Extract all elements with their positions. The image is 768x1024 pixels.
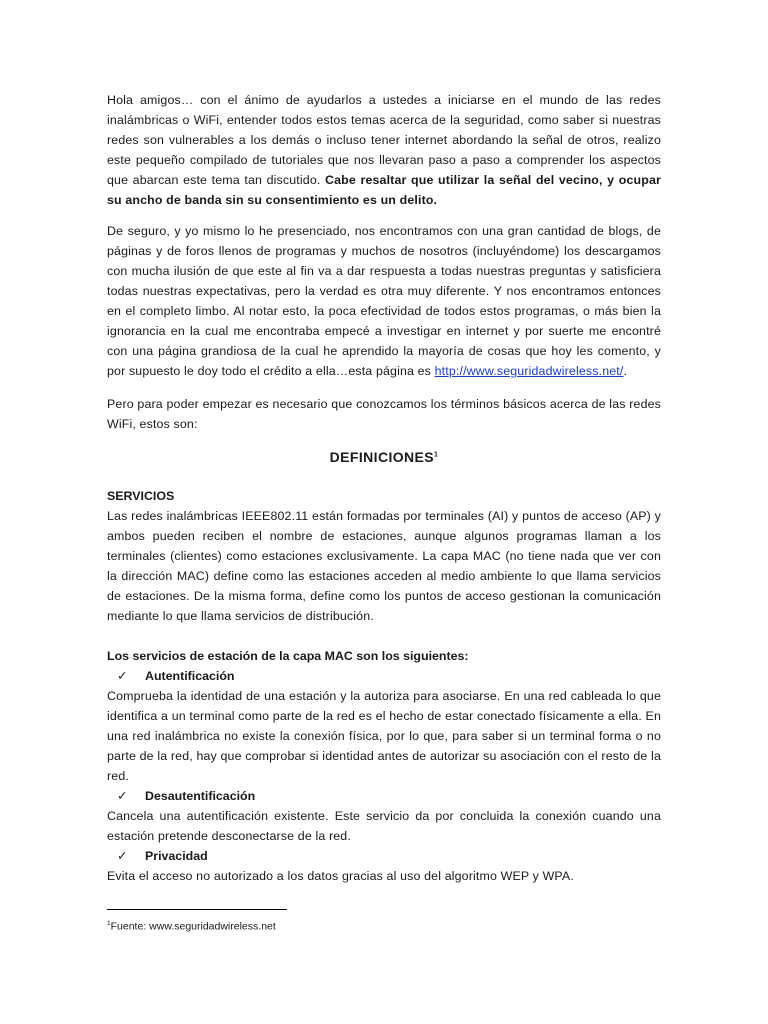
list-item-label: Autentificación [145, 669, 235, 683]
intro-bold-warning: Cabe resaltar que utilizar la señal del vecino, y ocupar su ancho de banda sin su consentimiento es un delito. [107, 173, 661, 207]
definitions-heading [0, 449, 768, 465]
intro-paragraph [107, 90, 661, 210]
services-title: SERVICIOS [107, 489, 175, 503]
list-item-heading [117, 846, 208, 866]
seguridadwireless-link[interactable]: http://www.seguridadwireless.net/ [434, 364, 624, 378]
footnote-text: Fuente: www.seguridadwireless.net [110, 920, 276, 933]
list-item-text: Comprueba la identidad de una estación y la autoriza para asociarse. En una red cableada lo que identifica a un terminal como parte de la red es el hecho de estar conectado físicamente a ella. En una red inalámbrica no existe la conexión física, por lo que, para saber si un terminal forma o no parte de la red, hay que comprobar si identidad antes de autorizar su asociación con el resto de la red. [107, 689, 661, 783]
footnote-reference[interactable]: 1 [434, 451, 439, 459]
second-paragraph [107, 221, 661, 381]
second-paragraph-end: . [623, 364, 628, 378]
station-services-title: Los servicios de estación de la capa MAC son los siguientes: [107, 649, 469, 663]
intro-text: Hola amigos… con el ánimo de ayudarlos a ustedes a iniciarse en el mundo de las redes inalámbricas o WiFi, entender todos estos temas acerca de la seguridad, como saber si nuestras redes son vulnerables a los demás o incluso tener internet abordando la señal de otros, realizo este pequeño compilado de tutoriales que nos llevaran paso a paso a comprender los aspectos que abarcan este tema tan discutido. [107, 93, 661, 187]
footnote-divider [107, 909, 287, 910]
list-item-text: Cancela una autentificación existente. Este servicio da por concluida la conexión cuando una estación pretende desconectarse de la red. [107, 809, 661, 843]
footnote-number: 1 [107, 920, 111, 927]
list-item-heading [117, 786, 255, 806]
second-paragraph-text: De seguro, y yo mismo lo he presenciado, nos encontramos con una gran cantidad de blogs, de páginas y de foros llenos de programas y muchos de nosotros (incluyéndome) los descargamos con mucha ilusión de que este al fin va a dar respuesta a todas nuestras preguntas y satisficiera todas nuestras expectativas, pero la verdad es otra muy diferente. Y nos encontramos entonces en el completo limbo. Al notar esto, la poca efectividad de todos estos programas, o más bien la ignorancia en la cual me encontraba empecé a investigar en internet y por suerte me encontré con una página grandiosa de la cual he aprendido la mayoría de cosas que hoy les comento, y por supuesto le doy todo el crédito a ella…esta página es [107, 224, 661, 378]
checkmark-icon: ✓ [117, 669, 128, 683]
definitions-heading-text: DEFINICIONES [329, 449, 435, 465]
list-item-label: Privacidad [145, 849, 208, 863]
checkmark-icon: ✓ [117, 789, 128, 803]
footnote [107, 917, 276, 934]
list-item-text: Evita el acceso no autorizado a los datos gracias al uso del algoritmo WEP y WPA. [107, 869, 574, 883]
third-paragraph: Pero para poder empezar es necesario que conozcamos los términos básicos acerca de las redes WiFi, estos son: [107, 397, 661, 431]
list-item-label: Desautentificación [145, 789, 256, 803]
checkmark-icon: ✓ [117, 849, 128, 863]
list-item-heading [117, 666, 235, 686]
services-paragraph: Las redes inalámbricas IEEE802.11 están formadas por terminales (AI) y puntos de acceso (AP) y ambos pueden reciben el nombre de estaciones, aunque algunos programas llaman a los terminales (clientes) como estaciones exclusivamente. La capa MAC (no tiene nada que ver con la dirección MAC) define como las estaciones acceden al medio ambiente lo que llama servicios de estaciones. De la misma forma, define como los puntos de acceso gestionan la comunicación mediante lo que llama servicios de distribución. [107, 509, 661, 623]
